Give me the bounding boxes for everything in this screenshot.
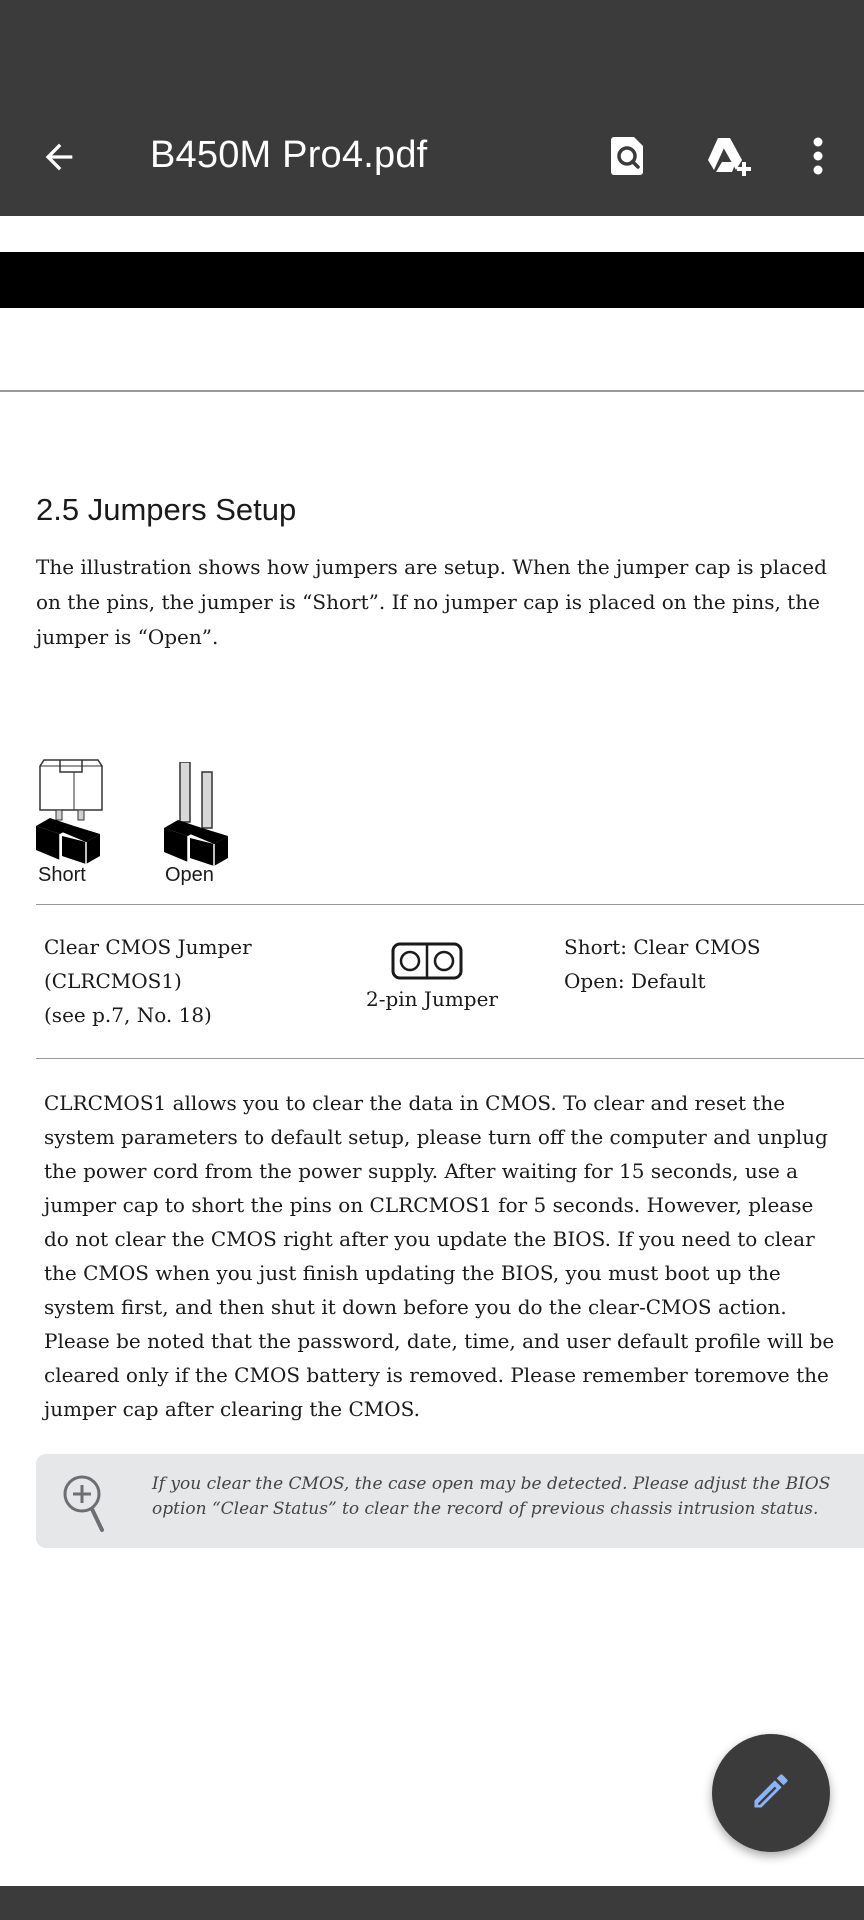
short-jumper-illustration	[34, 752, 106, 868]
jumper-name-line: Clear CMOS Jumper	[44, 935, 252, 959]
two-pin-jumper-icon	[391, 942, 463, 984]
find-in-document-icon[interactable]	[600, 128, 656, 184]
jumper-name-line: (see p.7, No. 18)	[44, 1003, 212, 1027]
jumper-type-label: 2-pin Jumper	[366, 987, 498, 1011]
intro-paragraph: The illustration shows how jumpers are setup. When the jumper cap is placed on the pins, the jumper is “Short”. If no jumper cap is placed on the pins, the jumper is “Open”.	[36, 555, 827, 649]
drive-add-icon[interactable]	[702, 128, 758, 184]
status-bar	[0, 0, 864, 98]
setting-line: Short: Clear CMOS	[564, 935, 761, 959]
pdf-page[interactable]	[0, 216, 864, 1886]
note-text: If you clear the CMOS, the case open may be detected. Please adjust the BIOS option “Clear Status” to clear the record of previous chassis intrusion status.	[152, 1474, 831, 1519]
jumper-name-cell	[44, 930, 252, 1032]
more-vert-icon[interactable]	[790, 128, 846, 184]
app-bar	[0, 98, 864, 216]
page-header-band	[0, 252, 864, 308]
note-box	[36, 1454, 864, 1548]
document-title: B450M Pro4.pdf	[150, 134, 428, 176]
jumper-name-line: (CLRCMOS1)	[44, 969, 182, 993]
edit-fab-button[interactable]	[712, 1734, 830, 1852]
section-heading: 2.5 Jumpers Setup	[36, 492, 297, 527]
short-label: Short	[38, 864, 86, 886]
magnifier-plus-icon	[60, 1472, 114, 1538]
edit-pencil-icon	[749, 1769, 793, 1817]
setting-line: Open: Default	[564, 969, 706, 993]
page-divider	[0, 390, 864, 392]
arrow-back-icon[interactable]	[34, 132, 84, 182]
jumper-settings-cell	[564, 930, 761, 998]
body-paragraph: CLRCMOS1 allows you to clear the data in CMOS. To clear and reset the system parameters to default setup, please turn off the computer and unplug the power cord from the power supply. After waiting for 15 seconds, use a jumper cap to short the pins on CLRCMOS1 for 5 seconds. However, please do not clear the CMOS right after you update the BIOS. If you need to clear the CMOS when you just finish updating the BIOS, you must boot up the system first, and then shut it down before you do the clear-CMOS action. Please be noted that the password, date, time, and user default profile will be cleared only if the CMOS battery is removed. Please remember toremove the jumper cap after clearing the CMOS.	[44, 1091, 835, 1421]
table-top-rule	[36, 904, 864, 905]
system-nav-bar	[0, 1886, 864, 1920]
open-jumper-illustration	[162, 762, 234, 870]
open-label: Open	[165, 864, 214, 886]
table-bottom-rule	[36, 1058, 864, 1059]
